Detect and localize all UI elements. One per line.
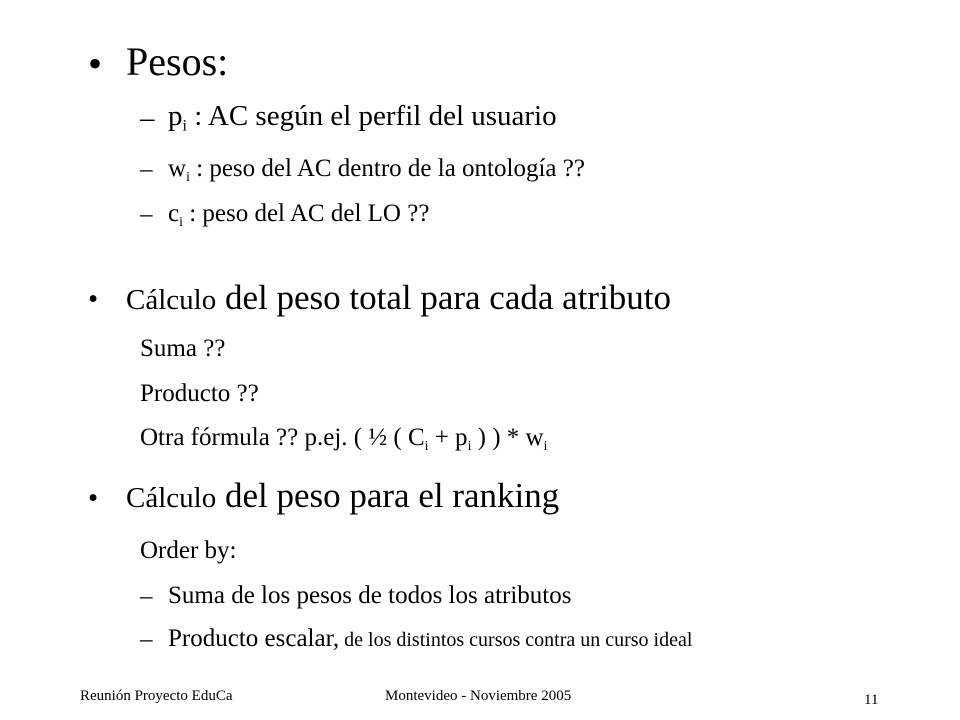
var-p: p bbox=[168, 100, 183, 132]
heading-calculo-ranking bbox=[126, 478, 559, 513]
sub-item-p bbox=[168, 100, 557, 135]
heading-calculo-total bbox=[126, 280, 671, 315]
index-i: i bbox=[182, 117, 187, 135]
var-w: w bbox=[168, 155, 187, 182]
heading-calculo-total-text: del peso total para cada atributo bbox=[216, 278, 672, 317]
producto-escalar-label: Producto escalar, bbox=[168, 625, 340, 652]
item-order-by: Order by: bbox=[140, 537, 237, 564]
calculo-word: Cálculo bbox=[126, 482, 217, 514]
bullet-marker: • bbox=[88, 41, 103, 86]
sub-item-p-text: : AC según el perfil del usuario bbox=[186, 100, 557, 132]
dash-marker: – bbox=[140, 102, 155, 134]
formula-part-a: Otra fórmula ?? p.ej. ( ½ ( C bbox=[140, 424, 425, 451]
footer-left: Reunión Proyecto EduCa bbox=[80, 688, 233, 704]
bullet-marker: • bbox=[88, 482, 99, 514]
sub-item-w-text: : peso del AC dentro de la ontología ?? bbox=[189, 155, 585, 182]
index-i: i bbox=[186, 168, 190, 184]
dash-marker: – bbox=[140, 583, 153, 610]
formula-part-b: + p bbox=[428, 424, 468, 451]
item-suma-pesos: Suma de los pesos de todos los atributos bbox=[168, 582, 572, 609]
item-otra-formula bbox=[140, 424, 548, 453]
index-i: i bbox=[179, 213, 183, 229]
index-i: i bbox=[424, 437, 429, 453]
sub-item-c-text: : peso del AC del LO ?? bbox=[182, 200, 430, 227]
item-producto: Producto ?? bbox=[140, 380, 259, 407]
page-number: 11 bbox=[864, 692, 879, 708]
var-c: c bbox=[168, 200, 180, 227]
heading-calculo-ranking-text: del peso para el ranking bbox=[216, 476, 560, 515]
index-i: i bbox=[467, 437, 472, 453]
dash-marker: – bbox=[140, 201, 153, 228]
bullet-marker: • bbox=[88, 283, 99, 315]
formula-part-c: ) ) * w bbox=[471, 424, 544, 451]
calculo-word: Cálculo bbox=[126, 284, 217, 316]
index-i: i bbox=[543, 437, 548, 453]
sub-item-c bbox=[168, 200, 430, 229]
heading-pesos: Pesos: bbox=[126, 39, 229, 84]
dash-marker: – bbox=[140, 156, 153, 183]
item-suma: Suma ?? bbox=[140, 335, 226, 362]
item-producto-escalar bbox=[168, 626, 692, 651]
footer-center: Montevideo - Noviembre 2005 bbox=[385, 688, 572, 704]
sub-item-w bbox=[168, 155, 585, 184]
producto-escalar-desc: de los distintos cursos contra un curso ideal bbox=[339, 629, 693, 651]
dash-marker: – bbox=[140, 626, 153, 653]
